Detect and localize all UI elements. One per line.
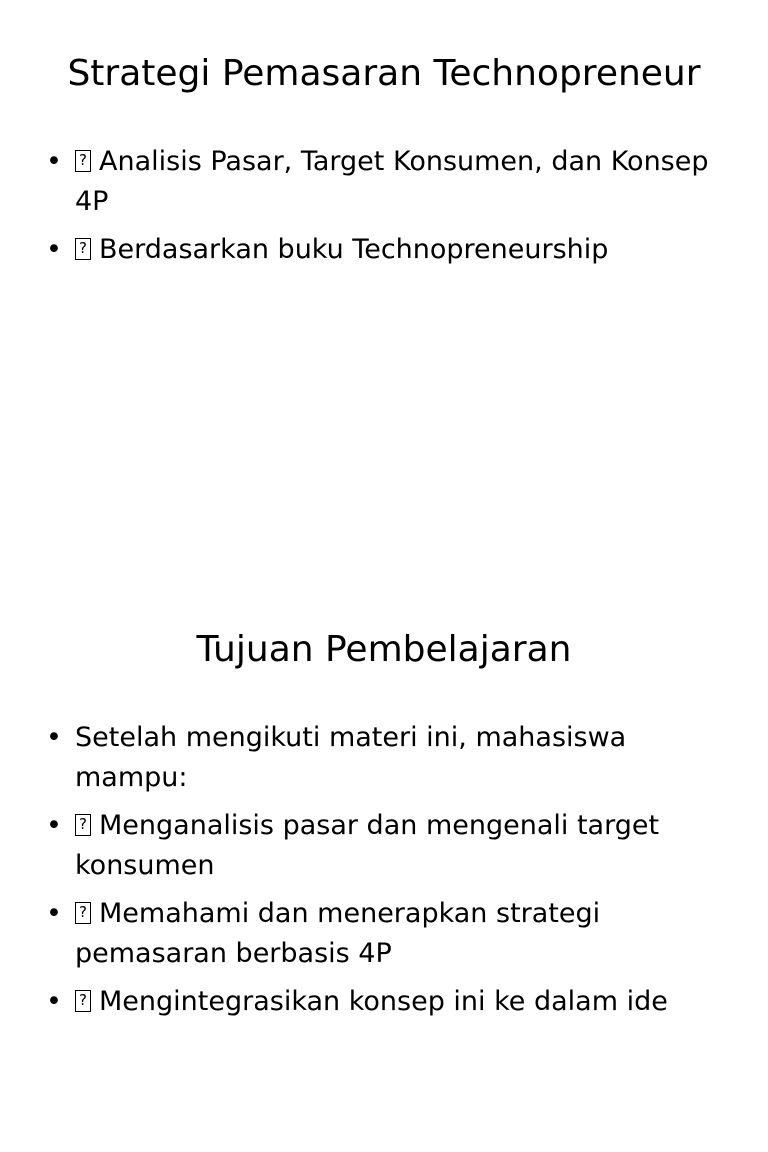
- bullet-text: Memahami dan menerapkan strategi pemasaran berbasis 4P: [75, 898, 601, 969]
- slide-title: Tujuan Pembelajaran: [196, 629, 572, 670]
- slide-title: Strategi Pemasaran Technopreneur: [67, 53, 701, 94]
- bullet-dot-icon: •: [46, 722, 62, 753]
- missing-glyph-icon: [75, 238, 91, 260]
- bullet-text: Menganalisis pasar dan mengenali target konsumen: [75, 810, 660, 881]
- bullet-dot-icon: •: [46, 234, 62, 265]
- missing-glyph-icon: [75, 150, 91, 172]
- list-item: [44, 230, 734, 270]
- bullet-text: Mengintegrasikan konsep ini ke dalam ide: [99, 986, 668, 1017]
- list-item: [44, 718, 734, 798]
- bullet-text: Setelah mengikuti materi ini, mahasiswa mampu:: [75, 722, 627, 793]
- bullet-dot-icon: •: [46, 986, 62, 1017]
- bullet-dot-icon: •: [46, 898, 62, 929]
- list-item: [44, 894, 734, 974]
- list-item: [44, 142, 734, 222]
- bullet-text: Analisis Pasar, Target Konsumen, dan Konsep 4P: [75, 146, 709, 217]
- missing-glyph-icon: [75, 990, 91, 1012]
- bullet-dot-icon: •: [46, 146, 62, 177]
- bullet-list: [44, 718, 734, 1030]
- bullet-list: [44, 142, 734, 278]
- missing-glyph-icon: [75, 902, 91, 924]
- list-item: [44, 806, 734, 886]
- missing-glyph-icon: [75, 814, 91, 836]
- slide-2: [0, 576, 768, 1152]
- list-item: [44, 982, 734, 1022]
- bullet-dot-icon: •: [46, 810, 62, 841]
- bullet-text: Berdasarkan buku Technopreneurship: [99, 234, 609, 265]
